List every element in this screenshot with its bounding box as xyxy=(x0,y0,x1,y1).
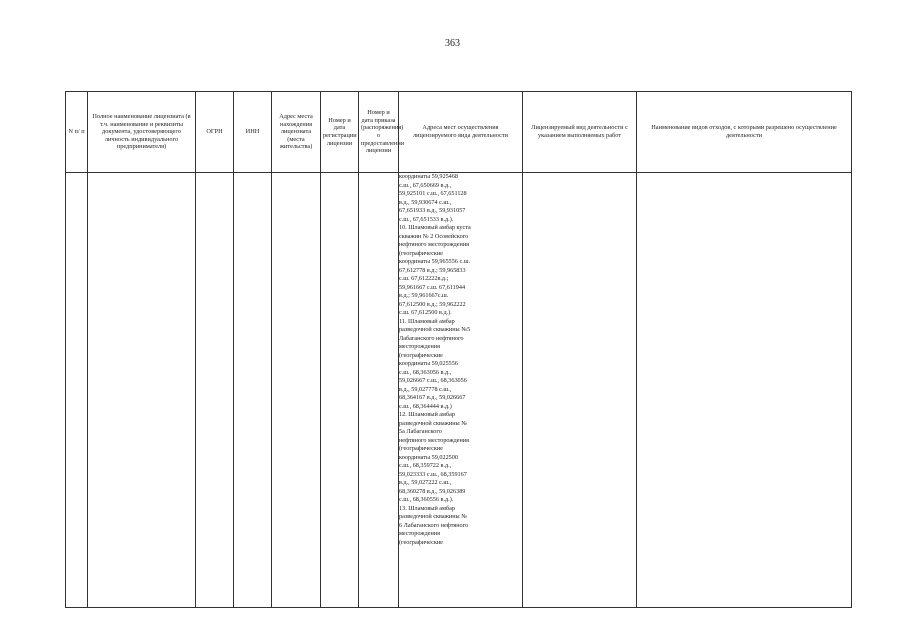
col-header-location: Адрес места нахождения лицензиата (места жительства) xyxy=(272,92,321,173)
address-line: в.д., 59,930674 с.ш., xyxy=(399,198,452,206)
address-line: (географические xyxy=(399,445,443,452)
address-line: 12. Шламовый амбар xyxy=(399,411,455,418)
cell-activity-type xyxy=(523,173,637,608)
address-line: (географические xyxy=(399,538,443,546)
cell-ogrn xyxy=(196,173,234,608)
address-line: 68,360278 в.д., 59,026389 xyxy=(399,487,466,495)
page-number: 363 xyxy=(445,38,460,49)
license-registry-table xyxy=(65,91,852,608)
address-line: 68,364167 в.д., 59,026667 xyxy=(399,394,466,401)
cell-order xyxy=(359,173,399,608)
header-row xyxy=(66,92,852,173)
address-line: нефтяного месторождения xyxy=(399,241,469,248)
address-line: в.д.; 59,961667с.ш. xyxy=(399,292,449,299)
address-line: скважин № 2 Осовейского xyxy=(399,232,469,240)
address-line: (географические xyxy=(399,351,443,359)
col-header-num: N п/ п xyxy=(66,92,88,173)
address-line: 13. Шламовый амбар xyxy=(399,504,455,512)
address-line: разведочной скважины № xyxy=(399,419,468,427)
address-line: 67,651933 в.д., 59,931057 xyxy=(399,207,466,214)
address-line: с.ш. 67,612500 в.д.). xyxy=(399,309,452,316)
col-header-inn: ИНН xyxy=(234,92,272,173)
address-line: 59,961667 с.ш. 67,611944 xyxy=(399,283,466,291)
col-header-waste-types: Наименование видов отходов, с которыми разрешено осуществление деятельности xyxy=(637,92,852,173)
address-line: месторождения xyxy=(399,343,440,350)
address-line: Лабаганского нефтяного xyxy=(399,334,464,342)
address-line: месторождения xyxy=(399,530,440,537)
cell-licensee xyxy=(88,173,196,608)
address-line: 10. Шламовый амбар куста xyxy=(399,224,471,231)
address-line: с.ш., 68,364444 в.д.) xyxy=(399,402,452,410)
address-line: с.ш., 67,651533 в.д.). xyxy=(399,215,454,223)
address-line: нефтяного месторождения xyxy=(399,436,469,444)
address-line: координаты 59,965556 с.ш. xyxy=(399,258,471,265)
address-line: 59,023333 с.ш., 68,359167 xyxy=(399,470,467,478)
table-row xyxy=(66,173,852,608)
address-line: координаты 59,022500 xyxy=(399,453,458,461)
address-line: 6 Лабаганского нефтяного xyxy=(399,521,469,529)
col-header-activity-address: Адреса мест осуществления лицензируемого вида деятельности xyxy=(399,92,523,173)
cell-inn xyxy=(234,173,272,608)
address-line: с.ш., 67,650669 в.д., xyxy=(399,181,452,189)
address-line: разведочной скважины № xyxy=(399,513,468,520)
address-line: координаты 59,025556 xyxy=(399,360,458,367)
cell-num xyxy=(66,173,88,608)
address-line: 11. Шламовый амбар xyxy=(399,317,455,325)
col-header-registration: Номер и дата регистрации лицензии xyxy=(321,92,359,173)
address-line: с.ш., 68,359722 в.д., xyxy=(399,462,452,469)
address-line: разведочной скважины №5 xyxy=(399,326,471,333)
address-line: (географические xyxy=(399,249,443,257)
cell-registration xyxy=(321,173,359,608)
address-line: с.ш., 68,363056 в.д., xyxy=(399,368,452,376)
col-header-activity-type: Лицензируемый вид деятельности с указанием выполняемых работ xyxy=(523,92,637,173)
address-line: в.д., 59,027778 с.ш., xyxy=(399,385,452,393)
col-header-licensee: Полное наименование лицензиата (в т.ч. наименование и реквизиты документа, удостоверяющего личность индивидуального предпринимателя) xyxy=(88,92,196,173)
address-line: с.ш. 67,612222в.д.; xyxy=(399,275,449,282)
address-line: координаты 59,925468 xyxy=(399,173,458,180)
col-header-ogrn: ОГРН xyxy=(196,92,234,173)
address-line: 59,026667 с.ш., 68,363056 xyxy=(399,377,467,384)
address-line: 67,612778 в.д.; 59,965833 xyxy=(399,266,466,274)
address-line: с.ш., 68,360556 в.д.). xyxy=(399,496,454,503)
cell-waste-types xyxy=(637,173,852,608)
cell-location xyxy=(272,173,321,608)
address-line: 5а Лабаганского xyxy=(399,428,442,435)
col-header-order: Номер и дата приказа (распоряжения) о предоставлении лицензии xyxy=(359,92,399,173)
address-line: 59,925101 с.ш., 67,651128 xyxy=(399,190,467,197)
address-line: в.д., 59,027222 с.ш., xyxy=(399,479,452,486)
cell-activity-address xyxy=(399,173,523,608)
address-line: 67,612500 в.д.; 59,962222 xyxy=(399,300,466,308)
